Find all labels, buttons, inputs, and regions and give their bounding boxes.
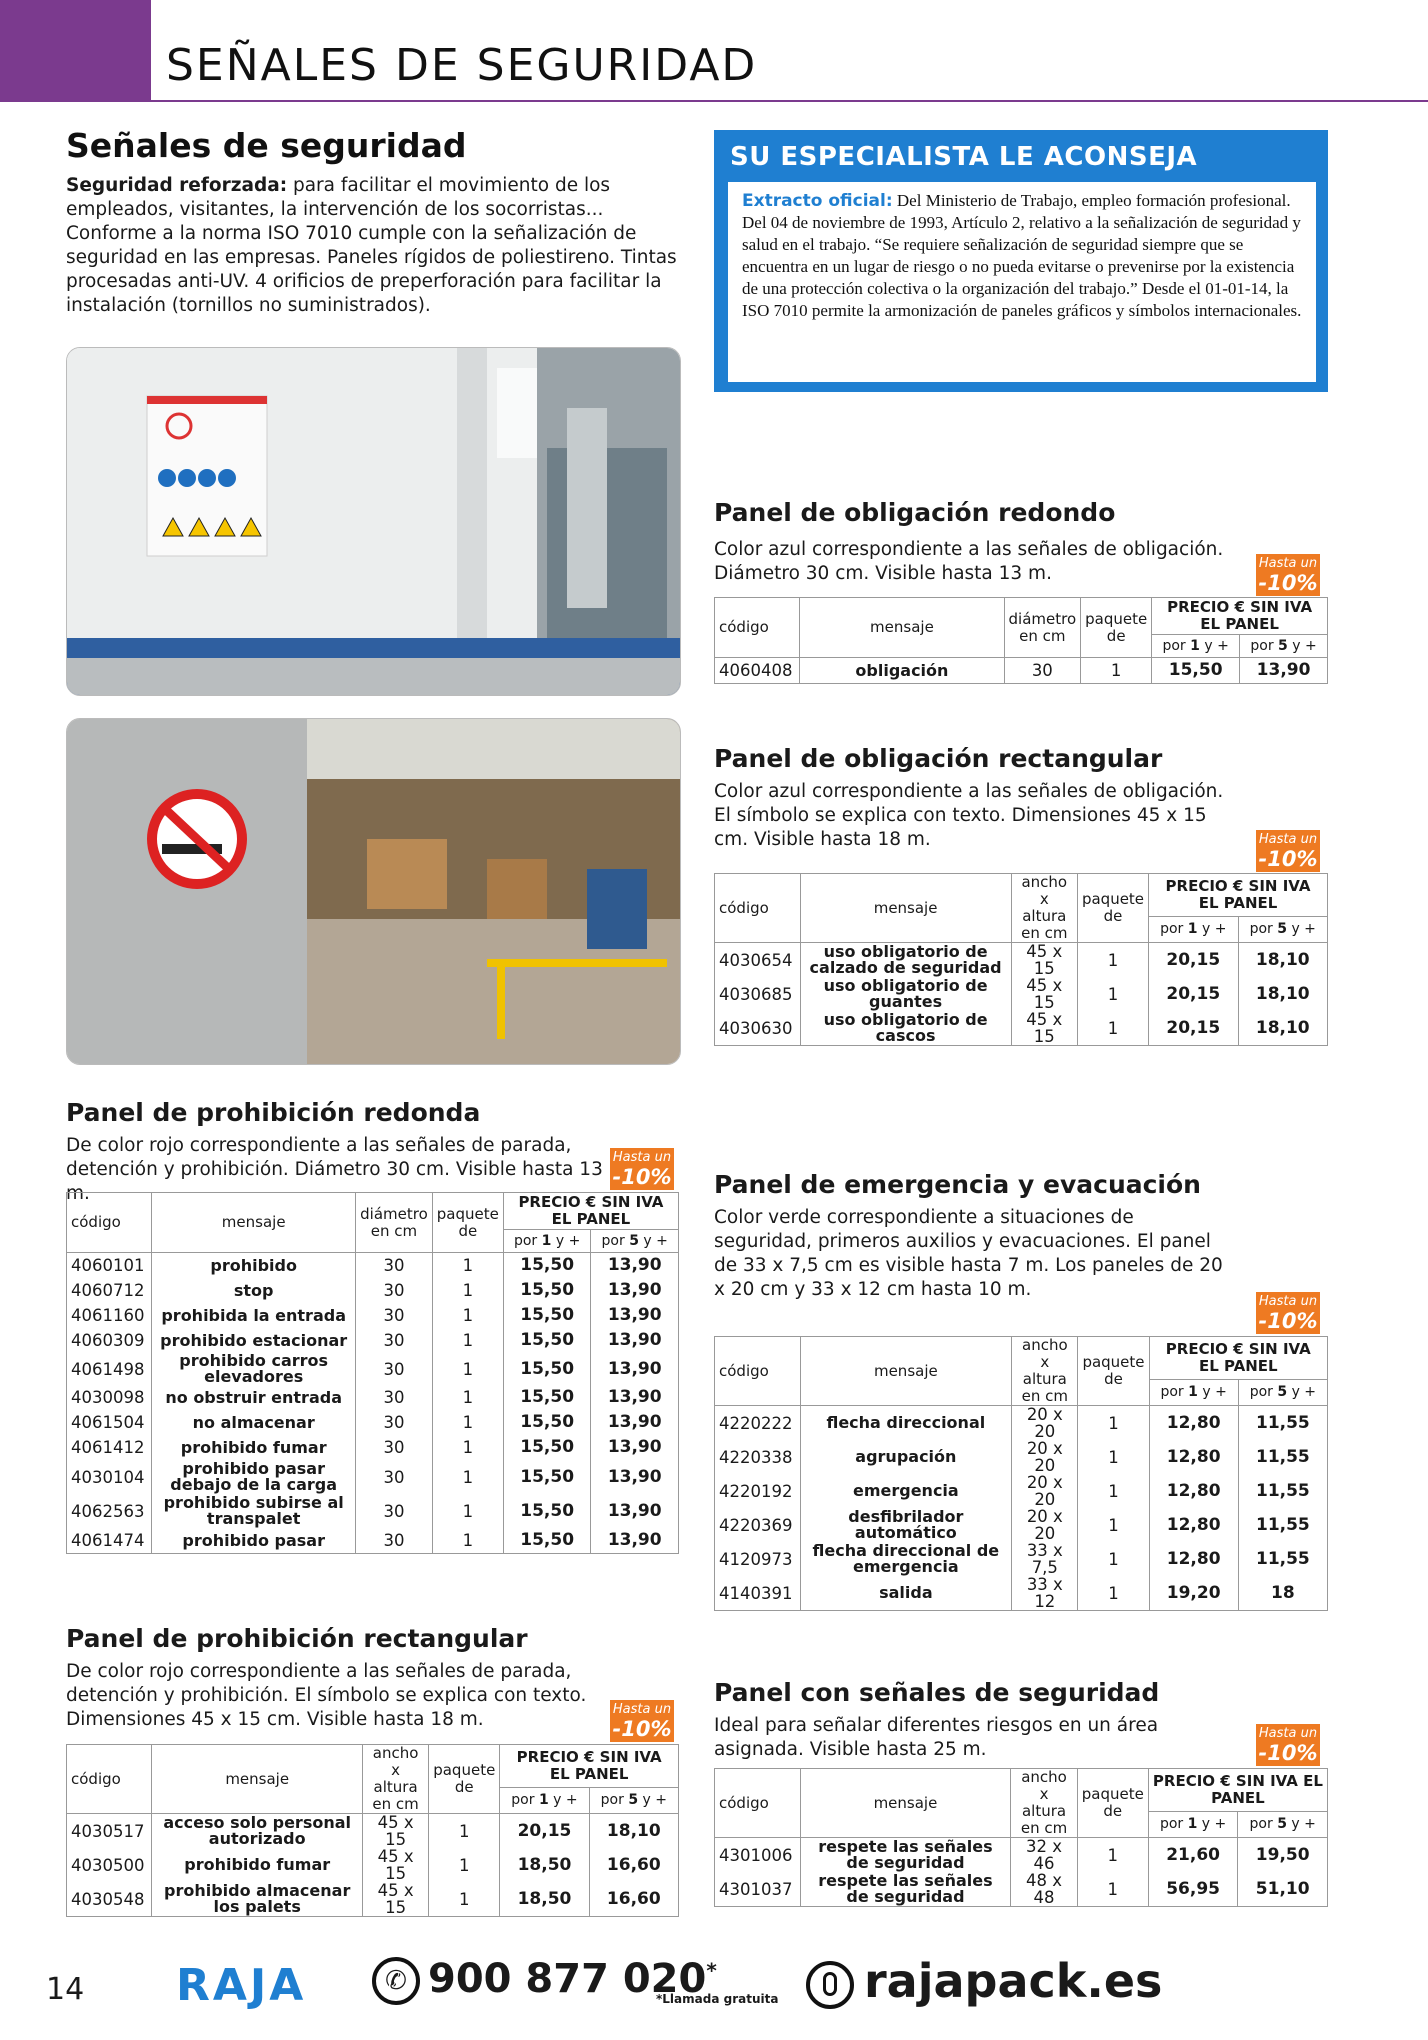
- discount-badge: Hasta un -10%: [610, 1700, 674, 1742]
- cell-dimension: 30: [356, 1328, 433, 1353]
- cell-dimension: 30: [356, 1435, 433, 1460]
- cell-price-5: 13,90: [591, 1328, 679, 1353]
- cell-pack: 1: [1077, 1872, 1148, 1907]
- cell-code: 4220369: [715, 1508, 801, 1542]
- table-row: [67, 1435, 679, 1460]
- discount-badge: Hasta un -10%: [1256, 1292, 1320, 1334]
- table-row: [715, 1011, 1328, 1046]
- cell-price-1: 15,50: [503, 1385, 591, 1410]
- cell-dimension: 30: [356, 1278, 433, 1303]
- cell-code: 4060309: [67, 1328, 152, 1353]
- section-desc-obl-round: Color azul correspondiente a las señales de obligación. Diámetro 30 cm. Visible hasta 13 m.: [714, 539, 1224, 584]
- cell-code: 4120973: [715, 1542, 801, 1576]
- cell-price-5: 13,90: [591, 1494, 679, 1528]
- cell-dimension: 48 x 48: [1011, 1872, 1077, 1907]
- cell-price-1: 15,50: [503, 1328, 591, 1353]
- section-title-obl-round: Panel de obligación redondo: [714, 498, 1116, 527]
- cell-pack: 1: [1081, 658, 1152, 684]
- specialist-advice-box: [714, 130, 1328, 392]
- section-desc-obl-rect: Color azul correspondiente a las señales de obligación. El símbolo se explica con texto. Dimensiones 45 x 15 cm. Visible hasta 18 m.: [714, 781, 1224, 850]
- cell-price-5: 13,90: [591, 1278, 679, 1303]
- table-obl-rect: [714, 873, 1328, 1046]
- cell-code: 4220338: [715, 1440, 801, 1474]
- cell-message: prohibido fumar: [152, 1435, 356, 1460]
- advice-lead: Extracto oficial:: [742, 191, 893, 211]
- cell-message: stop: [152, 1278, 356, 1303]
- cell-dimension: 30: [356, 1528, 433, 1554]
- discount-badge: Hasta un -10%: [1256, 1724, 1320, 1766]
- section-title-proh-round: Panel de prohibición redonda: [66, 1098, 481, 1127]
- cell-message: desfibrilador automático: [800, 1508, 1012, 1542]
- col-price: PRECIO € SIN IVA EL PANEL: [503, 1193, 678, 1230]
- cell-pack: 1: [1078, 1406, 1149, 1441]
- cell-price-1: 20,15: [1149, 977, 1238, 1011]
- cell-message: obligación: [800, 658, 1004, 684]
- cell-code: 4060712: [67, 1278, 152, 1303]
- cell-code: 4061160: [67, 1303, 152, 1328]
- table-proh-rect: [66, 1744, 679, 1917]
- cell-pack: 1: [432, 1385, 503, 1410]
- cell-price-1: 20,15: [1149, 1011, 1238, 1046]
- cell-pack: 1: [432, 1460, 503, 1494]
- cell-message: respete las señales de seguridad: [800, 1872, 1011, 1907]
- col-dimension: diámetro en cm: [1004, 598, 1081, 658]
- col-code: código: [715, 1337, 801, 1406]
- cell-price-5: 18,10: [1238, 1011, 1328, 1046]
- cell-pack: 1: [1077, 1011, 1148, 1046]
- cell-price-5: 19,50: [1238, 1838, 1328, 1873]
- cell-price-1: 19,20: [1149, 1576, 1238, 1611]
- col-price-1: por 1 y +: [1152, 635, 1240, 658]
- cell-price-1: 15,50: [503, 1410, 591, 1435]
- cell-price-1: 20,15: [500, 1814, 589, 1849]
- cell-price-1: 12,80: [1149, 1508, 1238, 1542]
- cell-dimension: 30: [356, 1303, 433, 1328]
- cell-message: prohibido estacionar: [152, 1328, 356, 1353]
- cell-code: 4061474: [67, 1528, 152, 1554]
- col-pack: paquete de: [1078, 1337, 1149, 1406]
- cell-message: prohibida la entrada: [152, 1303, 356, 1328]
- table-row: [715, 658, 1328, 684]
- section-desc-proh-rect: De color rojo correspondiente a las señales de parada, detención y prohibición. El símbolo se explica con texto. Dimensiones 45 x 15 cm. Visible hasta 18 m.: [66, 1661, 587, 1730]
- cell-dimension: 20 x 20: [1012, 1440, 1078, 1474]
- intro-lead: Seguridad reforzada:: [66, 175, 288, 196]
- cell-message: prohibido: [152, 1253, 356, 1279]
- section-desc-proh-round: De color rojo correspondiente a las señales de parada, detención y prohibición. Diámetro 30 cm. Visible hasta 13 m.: [66, 1135, 603, 1204]
- phone-number: ✆ 900 877 020*: [372, 1956, 717, 2005]
- discount-badge: Hasta un -10%: [1256, 554, 1320, 596]
- cell-pack: 1: [432, 1410, 503, 1435]
- cell-pack: 1: [1078, 1542, 1149, 1576]
- cell-message: flecha direccional: [800, 1406, 1012, 1441]
- cell-dimension: 30: [356, 1410, 433, 1435]
- cell-pack: 1: [1078, 1474, 1149, 1508]
- col-dimension: ancho x altura en cm: [1011, 874, 1077, 943]
- cell-price-1: 15,50: [503, 1528, 591, 1554]
- cell-pack: 1: [432, 1253, 503, 1279]
- cell-pack: 1: [1077, 1838, 1148, 1873]
- cell-price-5: 11,55: [1238, 1474, 1327, 1508]
- cell-dimension: 33 x 7,5: [1012, 1542, 1078, 1576]
- page-number: 14: [46, 1972, 85, 2007]
- col-price-5: por 5 y +: [1238, 916, 1328, 942]
- cell-dimension: 45 x 15: [362, 1814, 428, 1849]
- cell-price-1: 21,60: [1148, 1838, 1238, 1873]
- cell-price-1: 18,50: [500, 1882, 589, 1917]
- table-row: [715, 1576, 1328, 1611]
- cell-dimension: 45 x 15: [362, 1848, 428, 1882]
- cell-price-5: 18,10: [1238, 943, 1328, 978]
- cell-message: prohibido pasar: [152, 1528, 356, 1554]
- cell-price-1: 12,80: [1149, 1542, 1238, 1576]
- section-title-emerg: Panel de emergencia y evacuación: [714, 1170, 1201, 1199]
- cell-code: 4220222: [715, 1406, 801, 1441]
- cell-message: uso obligatorio de calzado de seguridad: [800, 943, 1011, 978]
- table-row: [67, 1410, 679, 1435]
- cell-code: 4220192: [715, 1474, 801, 1508]
- cell-price-5: 11,55: [1238, 1406, 1327, 1441]
- cell-pack: 1: [429, 1814, 500, 1849]
- cell-message: flecha direccional de emergencia: [800, 1542, 1012, 1576]
- cell-message: prohibido carros elevadores: [152, 1353, 356, 1385]
- cell-price-1: 12,80: [1149, 1440, 1238, 1474]
- col-pack: paquete de: [1077, 1769, 1148, 1838]
- mouse-icon: [806, 1961, 854, 2009]
- cell-price-5: 18,10: [1238, 977, 1328, 1011]
- cell-price-5: 13,90: [591, 1435, 679, 1460]
- cell-code: 4062563: [67, 1494, 152, 1528]
- cell-price-5: 16,60: [589, 1848, 678, 1882]
- cell-code: 4030654: [715, 943, 801, 978]
- cell-dimension: 32 x 46: [1011, 1838, 1077, 1873]
- cell-code: 4030104: [67, 1460, 152, 1494]
- table-row: [67, 1460, 679, 1494]
- header-tab: [0, 0, 151, 102]
- photo-no-smoking: [66, 718, 681, 1065]
- col-price: PRECIO € SIN IVA EL PANEL: [500, 1745, 679, 1788]
- cell-pack: 1: [432, 1278, 503, 1303]
- table-row: [715, 943, 1328, 978]
- advice-title: SU ESPECIALISTA LE ACONSEJA: [730, 142, 1198, 172]
- table-row: [715, 1474, 1328, 1508]
- col-price-1: por 1 y +: [1148, 1811, 1238, 1837]
- cell-pack: 1: [432, 1494, 503, 1528]
- cell-dimension: 30: [356, 1385, 433, 1410]
- col-message: mensaje: [800, 874, 1011, 943]
- cell-price-1: 15,50: [503, 1460, 591, 1494]
- cell-code: 4030098: [67, 1385, 152, 1410]
- col-price-5: por 5 y +: [1238, 1379, 1327, 1405]
- cell-price-5: 13,90: [591, 1460, 679, 1494]
- col-dimension: diámetro en cm: [356, 1193, 433, 1253]
- col-code: código: [67, 1745, 152, 1814]
- discount-badge: Hasta un -10%: [1256, 830, 1320, 872]
- cell-price-5: 13,90: [1240, 658, 1328, 684]
- cell-pack: 1: [429, 1848, 500, 1882]
- col-message: mensaje: [152, 1745, 363, 1814]
- cell-price-5: 13,90: [591, 1303, 679, 1328]
- col-price-1: por 1 y +: [500, 1787, 589, 1813]
- cell-price-5: 11,55: [1238, 1542, 1327, 1576]
- table-row: [715, 1440, 1328, 1474]
- cell-price-5: 11,55: [1238, 1508, 1327, 1542]
- cell-pack: 1: [1077, 943, 1148, 978]
- cell-code: 4030517: [67, 1814, 152, 1849]
- cell-price-1: 15,50: [503, 1435, 591, 1460]
- col-code: código: [715, 598, 800, 658]
- col-pack: paquete de: [429, 1745, 500, 1814]
- cell-dimension: 20 x 20: [1012, 1508, 1078, 1542]
- table-panel-signs: [714, 1768, 1328, 1907]
- col-price-5: por 5 y +: [1240, 635, 1328, 658]
- cell-code: 4060101: [67, 1253, 152, 1279]
- cell-message: salida: [800, 1576, 1012, 1611]
- warehouse-wall-image: [67, 348, 680, 695]
- cell-message: agrupación: [800, 1440, 1012, 1474]
- table-row: [67, 1528, 679, 1554]
- cell-message: acceso solo personal autorizado: [152, 1814, 363, 1849]
- col-price-1: por 1 y +: [503, 1230, 591, 1253]
- cell-price-5: 51,10: [1238, 1872, 1328, 1907]
- section-desc-panel-signs: Ideal para señalar diferentes riesgos en un área asignada. Visible hasta 25 m.: [714, 1715, 1159, 1760]
- table-obl-round: [714, 597, 1328, 684]
- col-code: código: [67, 1193, 152, 1253]
- cell-code: 4030630: [715, 1011, 801, 1046]
- col-price-1: por 1 y +: [1149, 916, 1238, 942]
- cell-dimension: 45 x 15: [1011, 1011, 1077, 1046]
- intro-text: [66, 174, 686, 318]
- cell-price-1: 56,95: [1148, 1872, 1238, 1907]
- table-row: [67, 1353, 679, 1385]
- cell-code: 4140391: [715, 1576, 801, 1611]
- col-message: mensaje: [800, 598, 1004, 658]
- cell-pack: 1: [432, 1353, 503, 1385]
- cell-price-1: 12,80: [1149, 1406, 1238, 1441]
- advice-body: [728, 182, 1316, 382]
- cell-code: 4061412: [67, 1435, 152, 1460]
- table-row: [67, 1814, 679, 1849]
- cell-message: emergencia: [800, 1474, 1012, 1508]
- cell-message: prohibido almacenar los palets: [152, 1882, 363, 1917]
- col-pack: paquete de: [1081, 598, 1152, 658]
- cell-dimension: 45 x 15: [362, 1882, 428, 1917]
- cell-pack: 1: [432, 1528, 503, 1554]
- raja-logo: RAJA: [176, 1960, 307, 2011]
- phone-note: *Llamada gratuita: [656, 1992, 779, 2006]
- table-row: [67, 1303, 679, 1328]
- col-price-1: por 1 y +: [1149, 1379, 1238, 1405]
- cell-pack: 1: [432, 1328, 503, 1353]
- cell-dimension: 30: [1004, 658, 1081, 684]
- table-row: [67, 1278, 679, 1303]
- col-message: mensaje: [152, 1193, 356, 1253]
- col-price: PRECIO € SIN IVA EL PANEL: [1149, 874, 1328, 917]
- table-row: [67, 1328, 679, 1353]
- cell-price-5: 13,90: [591, 1385, 679, 1410]
- cell-pack: 1: [1078, 1508, 1149, 1542]
- cell-price-1: 15,50: [503, 1278, 591, 1303]
- cell-message: respete las señales de seguridad: [800, 1838, 1011, 1873]
- website-link[interactable]: rajapack.es: [806, 1954, 1162, 2009]
- col-dimension: ancho x altura en cm: [1011, 1769, 1077, 1838]
- cell-price-5: 18,10: [589, 1814, 678, 1849]
- cell-message: prohibido subirse al transpalet: [152, 1494, 356, 1528]
- section-title-obl-rect: Panel de obligación rectangular: [714, 744, 1163, 773]
- cell-dimension: 20 x 20: [1012, 1474, 1078, 1508]
- cell-code: 4030500: [67, 1848, 152, 1882]
- cell-code: 4060408: [715, 658, 800, 684]
- cell-code: 4030685: [715, 977, 801, 1011]
- cell-price-5: 13,90: [591, 1410, 679, 1435]
- cell-pack: 1: [1077, 977, 1148, 1011]
- cell-price-5: 13,90: [591, 1253, 679, 1279]
- cell-price-5: 11,55: [1238, 1440, 1327, 1474]
- cell-code: 4030548: [67, 1882, 152, 1917]
- cell-price-5: 18: [1238, 1576, 1327, 1611]
- cell-pack: 1: [1078, 1440, 1149, 1474]
- cell-price-1: 15,50: [503, 1303, 591, 1328]
- table-row: [67, 1848, 679, 1882]
- cell-price-1: 12,80: [1149, 1474, 1238, 1508]
- col-dimension: ancho x altura en cm: [1012, 1337, 1078, 1406]
- col-price: PRECIO € SIN IVA EL PANEL: [1148, 1769, 1327, 1812]
- cell-dimension: 20 x 20: [1012, 1406, 1078, 1441]
- cell-price-5: 16,60: [589, 1882, 678, 1917]
- header-rule: [151, 100, 1428, 102]
- table-row: [67, 1494, 679, 1528]
- cell-dimension: 45 x 15: [1011, 943, 1077, 978]
- table-emerg: [714, 1336, 1328, 1611]
- cell-price-1: 18,50: [500, 1848, 589, 1882]
- table-row: [67, 1385, 679, 1410]
- col-message: mensaje: [800, 1769, 1011, 1838]
- page-header-title: SEÑALES DE SEGURIDAD: [166, 40, 758, 91]
- section-title-panel-signs: Panel con señales de seguridad: [714, 1678, 1160, 1707]
- main-title: Señales de seguridad: [66, 126, 467, 165]
- advice-text: Del Ministerio de Trabajo, empleo formación profesional. Del 04 de noviembre de 1993, Artículo 2, relativo a la señalización de seguridad y salud en el trabajo. “Se requiere señalización de seguridad siempre que se encuentra en un lugar de riesgo o no pueda evitarse o prevenirse por la existencia de una protección colectiva o la organización del trabajo.” Desde el 01-01-14, la ISO 7010 permite la armonización de paneles gráficos y símbolos internacionales.: [742, 191, 1302, 320]
- col-message: mensaje: [800, 1337, 1012, 1406]
- cell-price-1: 15,50: [1152, 658, 1240, 684]
- cell-pack: 1: [1078, 1576, 1149, 1611]
- cell-code: 4061504: [67, 1410, 152, 1435]
- cell-message: prohibido pasar debajo de la carga: [152, 1460, 356, 1494]
- discount-badge: Hasta un -10%: [610, 1148, 674, 1190]
- cell-dimension: 33 x 12: [1012, 1576, 1078, 1611]
- cell-pack: 1: [429, 1882, 500, 1917]
- table-row: [715, 1838, 1328, 1873]
- cell-price-1: 15,50: [503, 1353, 591, 1385]
- col-price: PRECIO € SIN IVA EL PANEL: [1149, 1337, 1327, 1380]
- table-proh-round: [66, 1192, 679, 1554]
- cell-message: uso obligatorio de cascos: [800, 1011, 1011, 1046]
- cell-code: 4301006: [715, 1838, 801, 1873]
- cell-message: prohibido fumar: [152, 1848, 363, 1882]
- cell-dimension: 30: [356, 1460, 433, 1494]
- cell-dimension: 30: [356, 1494, 433, 1528]
- col-pack: paquete de: [1077, 874, 1148, 943]
- col-pack: paquete de: [432, 1193, 503, 1253]
- cell-price-1: 15,50: [503, 1494, 591, 1528]
- photo-warehouse-wall: [66, 347, 681, 696]
- intro-body: para facilitar el movimiento de los empleados, visitantes, la intervención de los socorristas... Conforme a la norma ISO 7010 cumple con la señalización de seguridad en las empresas. Paneles rígidos de poliestireno. Tintas procesadas anti-UV. 4 orificios de preperforación para facilitar la instalación (tornillos no suministrados).: [66, 175, 677, 316]
- col-code: código: [715, 874, 801, 943]
- table-row: [67, 1882, 679, 1917]
- cell-pack: 1: [432, 1435, 503, 1460]
- cell-code: 4301037: [715, 1872, 801, 1907]
- col-code: código: [715, 1769, 801, 1838]
- section-title-proh-rect: Panel de prohibición rectangular: [66, 1624, 528, 1653]
- cell-message: no obstruir entrada: [152, 1385, 356, 1410]
- cell-price-5: 13,90: [591, 1528, 679, 1554]
- cell-pack: 1: [432, 1303, 503, 1328]
- col-price-5: por 5 y +: [589, 1787, 678, 1813]
- table-row: [715, 977, 1328, 1011]
- col-price-5: por 5 y +: [1238, 1811, 1328, 1837]
- col-price: PRECIO € SIN IVA EL PANEL: [1152, 598, 1328, 635]
- cell-price-1: 15,50: [503, 1253, 591, 1279]
- cell-price-5: 13,90: [591, 1353, 679, 1385]
- table-row: [715, 1542, 1328, 1576]
- table-row: [715, 1508, 1328, 1542]
- no-smoking-image: [67, 719, 680, 1064]
- cell-dimension: 30: [356, 1353, 433, 1385]
- table-row: [715, 1872, 1328, 1907]
- cell-message: no almacenar: [152, 1410, 356, 1435]
- section-desc-emerg: Color verde correspondiente a situaciones de seguridad, primeros auxilios y evacuaciones. El panel de 33 x 7,5 cm es visible hasta 7 m. Los paneles de 20 x 20 cm y 33 x 12 cm hasta 10 m.: [714, 1207, 1223, 1300]
- table-row: [67, 1253, 679, 1279]
- col-price-5: por 5 y +: [591, 1230, 679, 1253]
- cell-dimension: 45 x 15: [1011, 977, 1077, 1011]
- cell-dimension: 30: [356, 1253, 433, 1279]
- cell-price-1: 20,15: [1149, 943, 1238, 978]
- col-dimension: ancho x altura en cm: [362, 1745, 428, 1814]
- phone-icon: ✆: [372, 1957, 420, 2005]
- cell-code: 4061498: [67, 1353, 152, 1385]
- table-row: [715, 1406, 1328, 1441]
- cell-message: uso obligatorio de guantes: [800, 977, 1011, 1011]
